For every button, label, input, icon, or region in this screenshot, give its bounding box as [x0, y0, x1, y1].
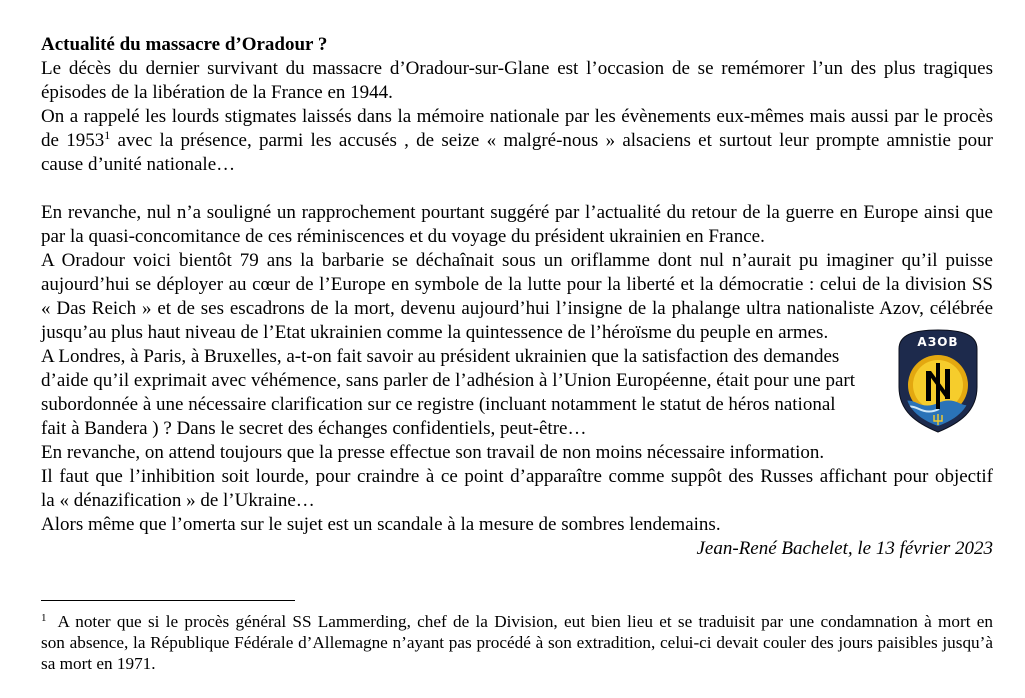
- paragraph-3: [41, 201, 993, 249]
- text-segment: A noter que si le procès général SS Lammerding, chef de la Division, eut bien lieu et se traduisit par une condamnation à mort en: [57, 612, 993, 631]
- footnote-line: [41, 611, 993, 632]
- paragraph-4: [41, 249, 993, 345]
- text-line: En revanche, on attend toujours que la presse effectue son travail de non moins nécessaire information.: [41, 442, 825, 463]
- footnote-line: son absence, la République Fédérale d’Allemagne n’ayant pas procédé à son extradition, celui-ci devait couler des jours paisibles jusqu’à: [41, 633, 993, 652]
- text-line: fait à Bandera ) ? Dans le secret des échanges confidentiels, peut-être…: [41, 418, 587, 439]
- paragraph-8: [41, 513, 993, 537]
- rune-center-bar: [936, 363, 940, 409]
- text-segment: de 1953: [41, 130, 105, 151]
- text-line: épisodes de la libération de la France en 1944.: [41, 82, 393, 103]
- text-line: cause d’unité nationale…: [41, 154, 236, 175]
- text-line: aujourd’hui se déployer au cœur de l’Europe en symbole de la lutte pour la liberté et la démocratie : celui de la division SS: [41, 274, 993, 295]
- emblem-lettering: АЗОВ: [917, 335, 959, 349]
- text-line: subordonnée à une nécessaire clarification sur ce registre (incluant notamment le statut de héros national: [41, 394, 836, 415]
- text-line: A Oradour voici bientôt 79 ans la barbarie se déchaînait sous un oriflamme dont nul n’aurait pu imaginer qu’il puisse: [41, 250, 993, 271]
- text-line: la « dénazification » de l’Ukraine…: [41, 490, 315, 511]
- text-line: Alors même que l’omerta sur le sujet est un scandale à la mesure de sombres lendemains.: [41, 514, 721, 535]
- paragraph-6: [41, 441, 993, 465]
- footnote-line: sa mort en 1971.: [41, 654, 156, 673]
- text-line: jusqu’au plus haut niveau de l’Etat ukrainien comme la quintessence de l’héroïsme du peuple en armes.: [41, 322, 829, 343]
- blank-line: [41, 177, 993, 201]
- paragraph-2: [41, 105, 993, 177]
- text-line: On a rappelé les lourds stigmates laissés dans la mémoire nationale par les évènements eux-mêmes mais aussi par le procès: [41, 106, 993, 127]
- text-line: [41, 129, 993, 153]
- article-body: [41, 33, 993, 561]
- document-title: Actualité du massacre d’Oradour ?: [41, 34, 328, 55]
- footnote-separator: [41, 600, 295, 601]
- text-line: d’aide qu’il exprimait avec véhémence, sans parler de l’adhésion à l’Union Européenne, était pour une part: [41, 370, 856, 391]
- paragraph-7: [41, 465, 993, 513]
- footnote-reference: 1: [104, 128, 111, 142]
- text-line: « Das Reich » et de ses escadrons de la mort, devenu aujourd’hui l’insigne de la phalange ultra nationaliste Azov, célébrée: [41, 298, 993, 319]
- text-line: Il faut que l’inhibition soit lourde, pour craindre à ce point d’apparaître comme suppôt des Russes affichant pour objectif: [41, 466, 993, 487]
- text-segment: avec la présence, parmi les accusés , de seize « malgré-nous » alsaciens et surtout leur prompte amnistie pour: [110, 130, 994, 151]
- signature: Jean-René Bachelet, le 13 février 2023: [696, 538, 993, 559]
- text-line: En revanche, nul n’a souligné un rapprochement pourtant suggéré par l’actualité du retour de la guerre en Europe ainsi que: [41, 202, 993, 223]
- azov-shield-icon: [897, 329, 979, 433]
- footnote-marker: 1: [41, 612, 47, 624]
- text-line: A Londres, à Paris, à Bruxelles, a-t-on fait savoir au président ukrainien que la satisfaction des demandes: [41, 346, 840, 367]
- text-line: Le décès du dernier survivant du massacre d’Oradour-sur-Glane est l’occasion de se remémorer l’un des plus tragiques: [41, 58, 993, 79]
- footnote: [41, 611, 993, 674]
- azov-emblem: [897, 329, 979, 433]
- paragraph-5: [41, 345, 993, 441]
- text-line: par la quasi-concomitance de ces réminiscences et du voyage du président ukrainien en France.: [41, 226, 765, 247]
- paragraph-1: [41, 57, 993, 105]
